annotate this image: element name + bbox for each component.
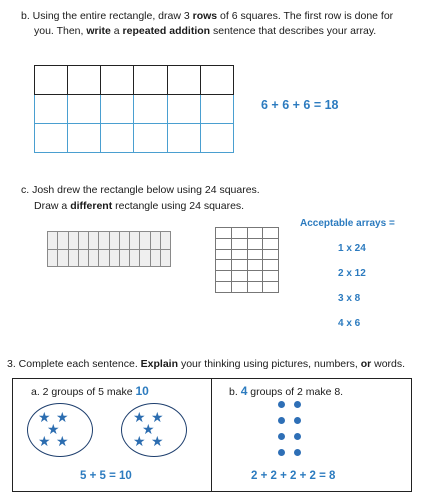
dot-icon bbox=[278, 449, 285, 456]
dot-icon bbox=[294, 433, 301, 440]
star-group-circle bbox=[27, 403, 93, 457]
dot-icon bbox=[278, 417, 285, 424]
star-icon: ★ bbox=[56, 433, 69, 449]
q3a-equation: 5 + 5 = 10 bbox=[80, 470, 132, 482]
dot-icon bbox=[278, 401, 285, 408]
star-icon: ★ bbox=[151, 433, 164, 449]
star-icon: ★ bbox=[133, 409, 146, 425]
repeated-addition-answer: 6 + 6 + 6 = 18 bbox=[261, 98, 339, 112]
star-icon: ★ bbox=[151, 409, 164, 425]
dot-icon bbox=[294, 417, 301, 424]
part-c-instruction-line1: c. Josh drew the rectangle below using 24 squares. bbox=[21, 184, 260, 196]
acceptable-arrays-heading: Acceptable arrays = bbox=[300, 218, 395, 229]
part-c-instruction-line2: Draw a different rectangle using 24 squares. bbox=[34, 200, 245, 212]
question-3-table bbox=[12, 378, 412, 492]
array-row-drawn bbox=[35, 124, 234, 153]
acceptable-array-item: 2 x 12 bbox=[338, 268, 366, 279]
q3a-sentence: a. 2 groups of 5 make 10 bbox=[31, 384, 149, 398]
q3b-equation: 2 + 2 + 2 + 2 = 8 bbox=[251, 470, 336, 482]
array-row-drawn bbox=[35, 95, 234, 124]
dot-icon bbox=[278, 433, 285, 440]
table-divider bbox=[211, 379, 212, 491]
acceptable-array-item: 4 x 6 bbox=[338, 318, 361, 329]
part-b-instruction-line2: you. Then, write a repeated addition sentence that describes your array. bbox=[34, 25, 377, 37]
acceptable-array-item: 3 x 8 bbox=[338, 293, 361, 304]
dot-icon bbox=[294, 449, 301, 456]
star-icon: ★ bbox=[47, 421, 60, 437]
star-icon: ★ bbox=[142, 421, 155, 437]
star-icon: ★ bbox=[56, 409, 69, 425]
q3a-answer: 10 bbox=[135, 384, 149, 398]
star-group-circle bbox=[121, 403, 187, 457]
acceptable-array-item: 1 x 24 bbox=[338, 243, 366, 254]
array-row-given bbox=[35, 66, 234, 95]
dot-icon bbox=[294, 401, 301, 408]
different-rectangle-6x4[interactable] bbox=[215, 227, 279, 293]
star-icon: ★ bbox=[133, 433, 146, 449]
star-icon: ★ bbox=[38, 433, 51, 449]
part-b-instruction-line1: b. Using the entire rectangle, draw 3 rows of 6 squares. The first row is done for bbox=[21, 10, 394, 22]
q3b-sentence: b. 4 groups of 2 make 8. bbox=[229, 384, 344, 398]
question-3-instruction: 3. Complete each sentence. Explain your thinking using pictures, numbers, or words. bbox=[7, 358, 406, 370]
array-rectangle-3x6[interactable] bbox=[34, 65, 234, 153]
star-icon: ★ bbox=[38, 409, 51, 425]
q3b-answer: 4 bbox=[240, 384, 248, 398]
josh-rectangle-2x12 bbox=[47, 231, 171, 267]
